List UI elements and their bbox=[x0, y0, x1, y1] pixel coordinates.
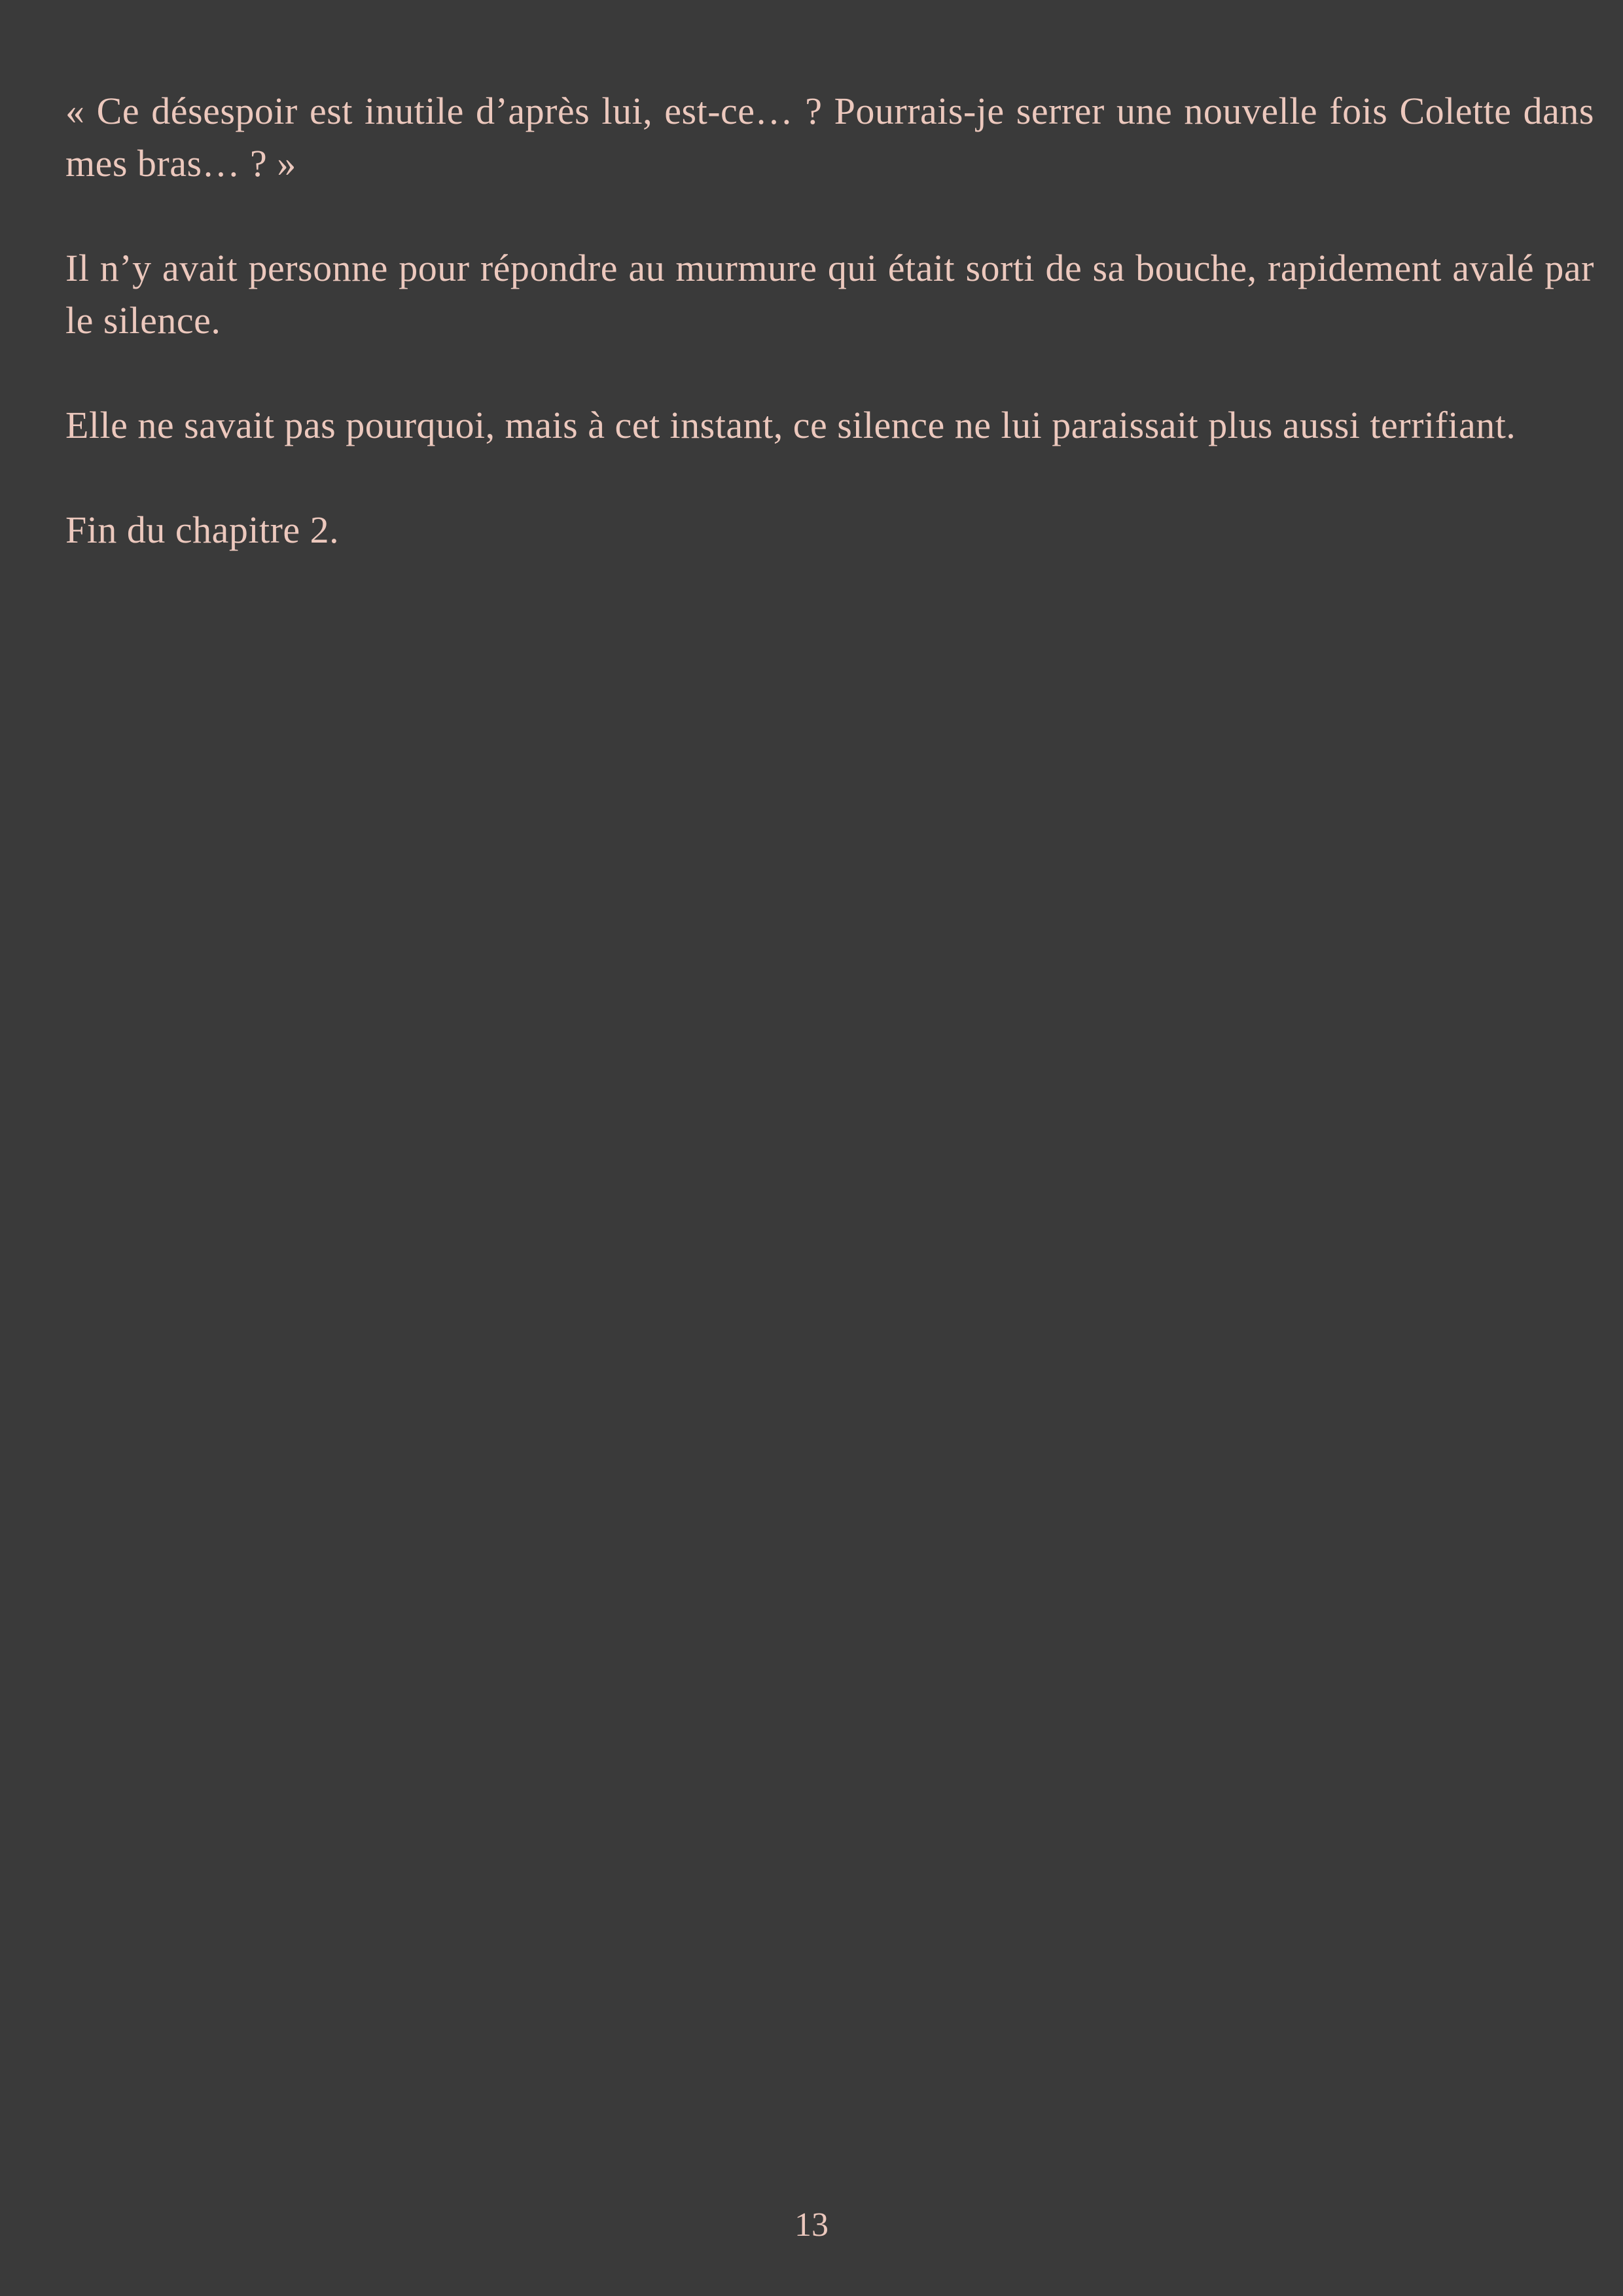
chapter-end-line: Fin du chapitre 2. bbox=[65, 509, 340, 551]
paragraph-murmur: Il n’y avait personne pour répondre au murmure qui était sorti de sa bouche, rapidement avalé par le silence. bbox=[65, 247, 1594, 342]
paragraph-silence: Elle ne savait pas pourquoi, mais à cet instant, ce silence ne lui paraissait plus aussi terrifiant. bbox=[65, 404, 1516, 446]
page-number: 13 bbox=[794, 2206, 829, 2244]
paragraph-quote: « Ce désespoir est inutile d’après lui, est-ce… ? Pourrais-je serrer une nouvelle fois Colette dans mes bras… ? » bbox=[65, 90, 1594, 185]
page-body bbox=[65, 85, 1594, 609]
